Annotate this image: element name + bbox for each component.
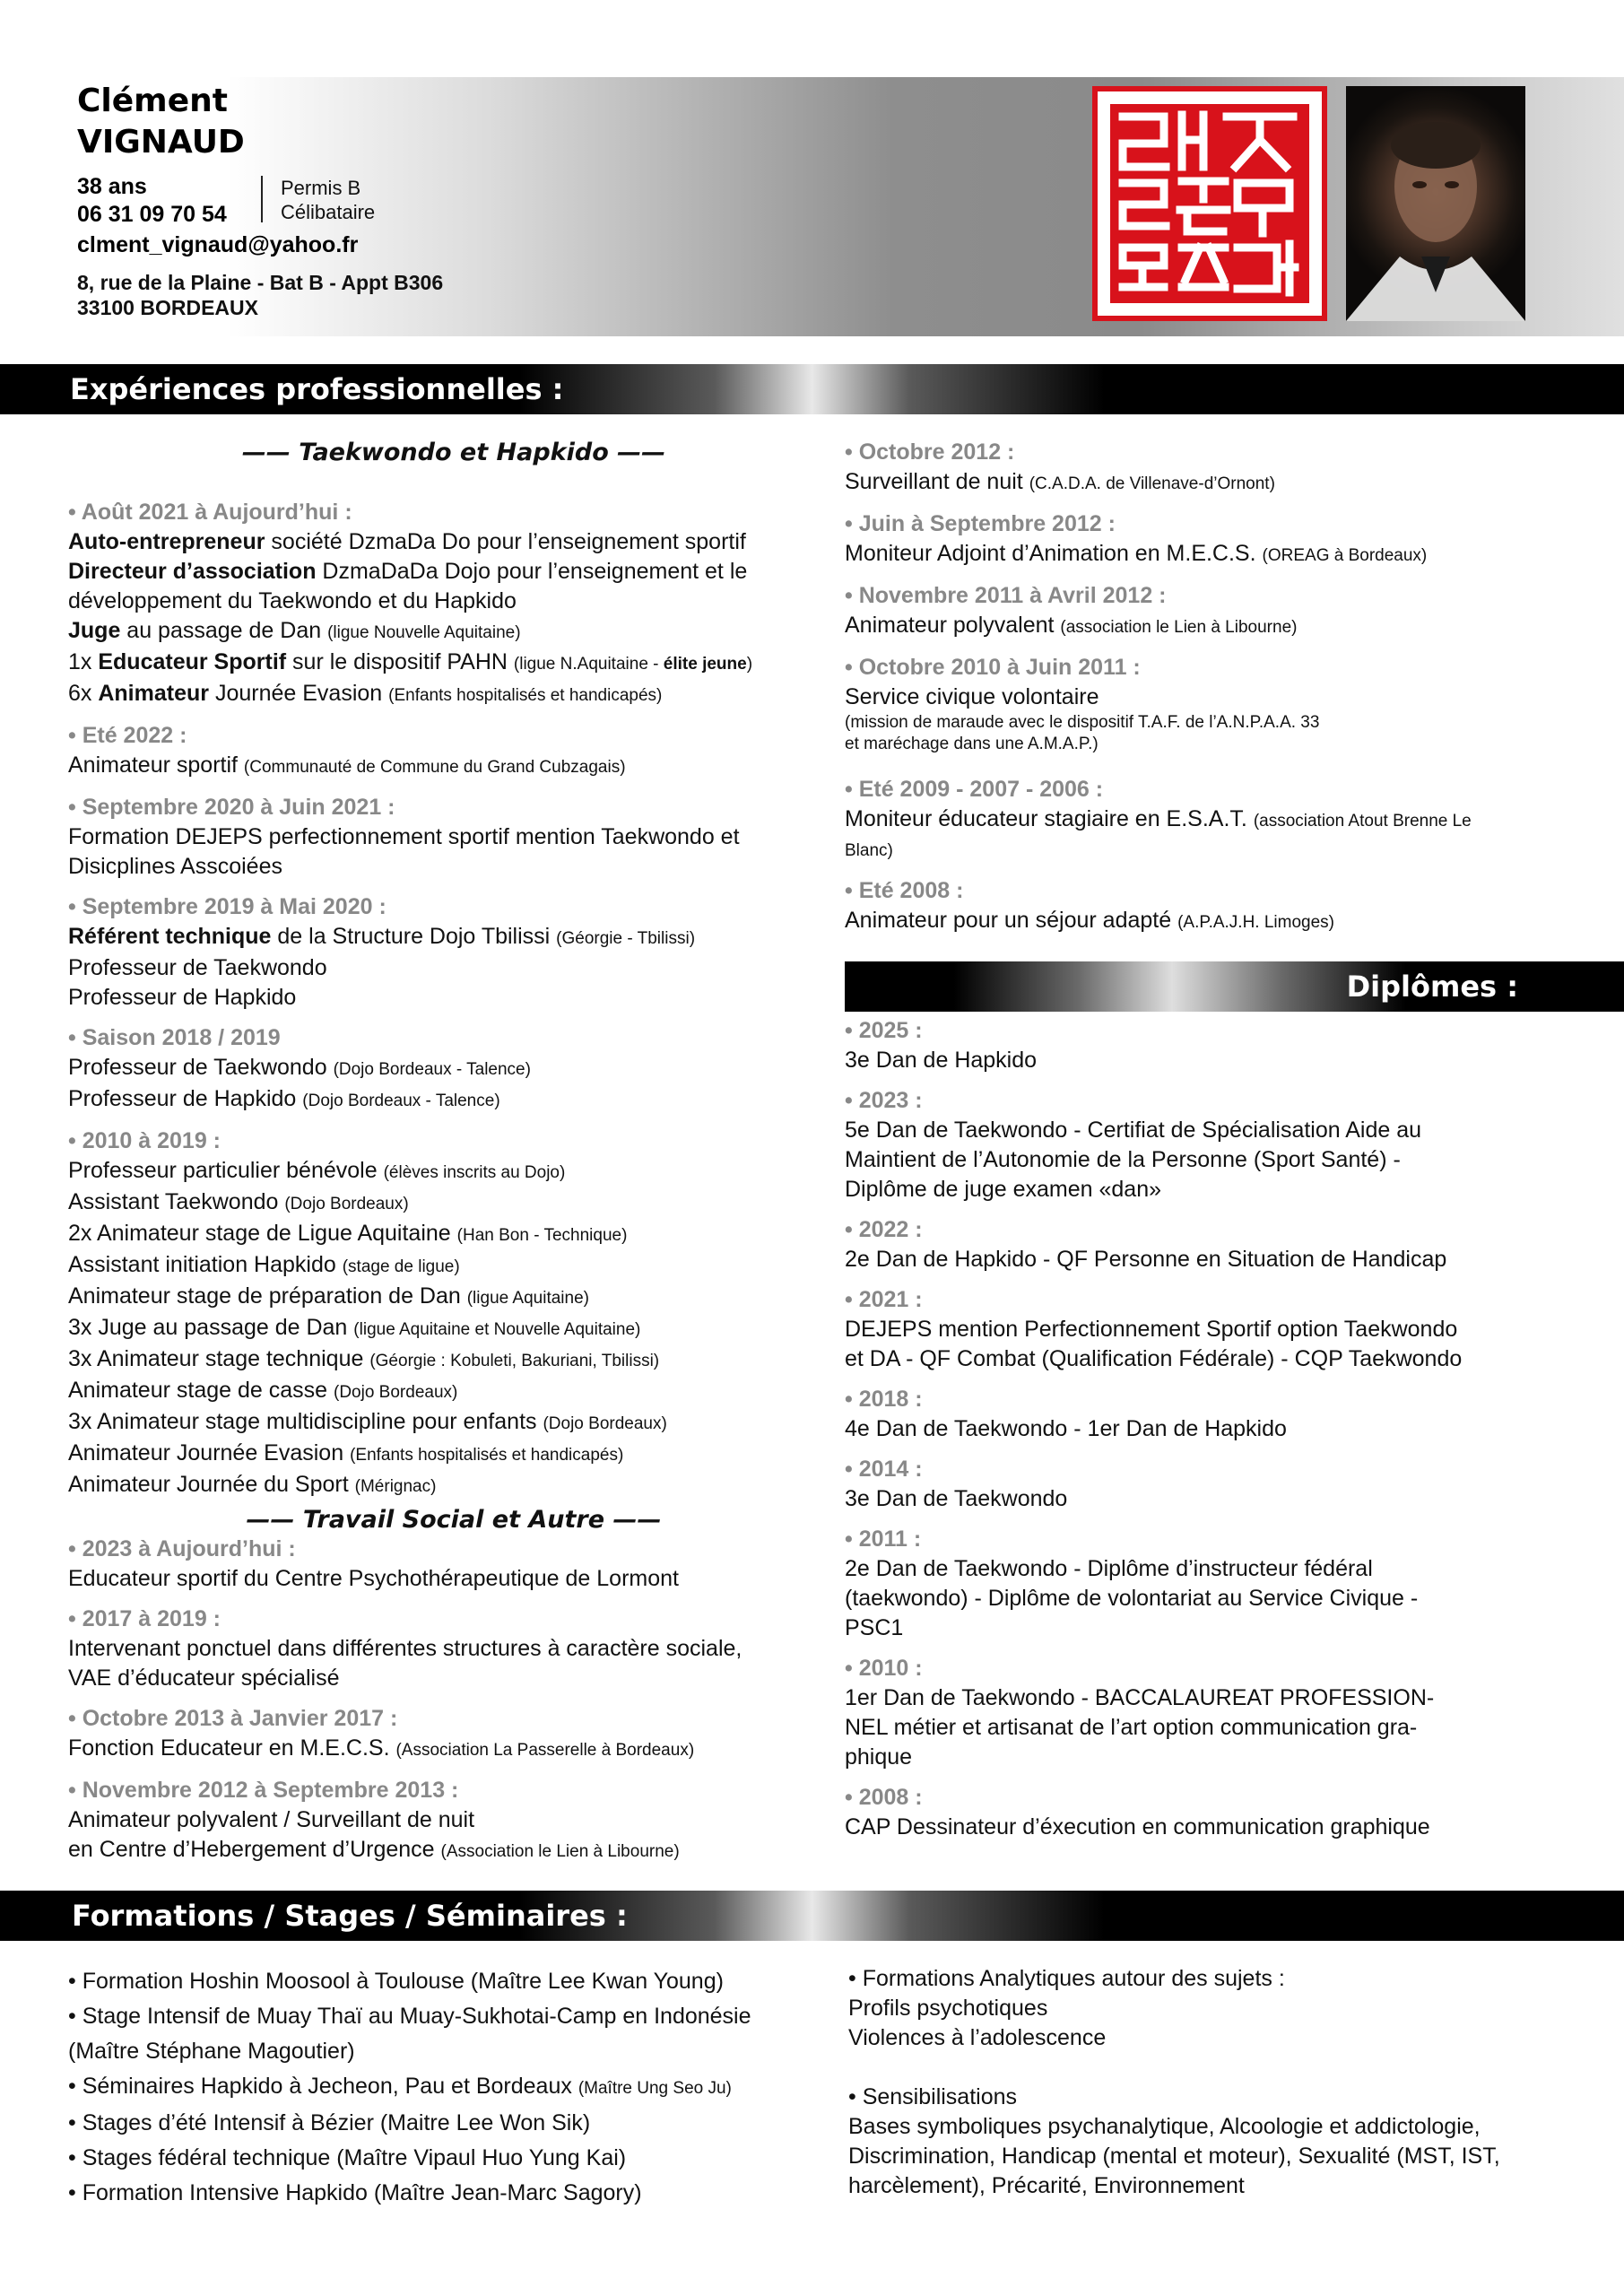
email[interactable]: clment_vignaud@yahoo.fr (77, 232, 359, 257)
section-title-experiences: Expériences professionnelles : (70, 372, 564, 406)
address-line1: 8, rue de la Plaine - Bat B - Appt B306 (77, 271, 444, 294)
formation-item: • Séminaires Hapkido à Jecheon, Pau et Bordeaux (Maître Ung Seo Ju) (68, 2074, 732, 2099)
experience-date: • Novembre 2012 à Septembre 2013 : (68, 1778, 459, 1803)
korean-logo-icon (1110, 104, 1309, 303)
subheading-taekwondo: —— Taekwondo et Hapkido —— (241, 439, 666, 466)
formation-item: • Stages d’été Intensif à Bézier (Maitre Lee Won Sik) (68, 2110, 591, 2135)
formation-item: • Stages fédéral technique (Maître Vipaul Huo Yung Kai) (68, 2145, 627, 2170)
experience-date: • 2023 à Aujourd’hui : (68, 1536, 296, 1561)
formations-left: • Formation Hoshin Moosool à Toulouse (Maître Lee Kwan Young) • Stage Intensif de Muay Thaï au Muay-Sukhotai-Camp en Indonésie (Maître Stéphane Magoutier) • Séminaires Hapkido à Jecheon, Pau et Bordeaux (Maître Ung Seo Ju) • Stages d’été Intensif à Bézier (Maitre Lee Won Sik) • Stages fédéral technique (Maître Vipaul Huo Yung Kai) • Formation Intensive Hapkido (Maître Jean-Marc Sagory) (68, 1964, 839, 2211)
experience-date: • Octobre 2013 à Janvier 2017 : (68, 1706, 398, 1731)
experience-date: • Novembre 2011 à Avril 2012 : (845, 583, 1167, 608)
experience-column-right: • Octobre 2012 : Surveillant de nuit (C.A.D.A. de Villenave-d’Ornont) • Juin à Septembre 2012 : Moniteur Adjoint d’Animation en M.E.C.S. (OREAG à Bordeaux) • Novembre 2011 à Avril 2012 : Animateur polyvalent (association le Lien à Libourne) • Octobre 2010 à Juin 2011 : Service civique volontaire (mission de maraude avec le dispositif T.A.F. de l’A.N.P.A.A. 33 et maréchage dans une A.M.A.P.) • Eté 2009 - 2007 - 2006 : Moniteur éducateur stagiaire en E.S.A.T. (association Atout Brenne Le Blanc) • Eté 2008 : Animateur pour un séjour adapté (A.P.A.J.H. Limoges) (845, 438, 1562, 937)
experience-date: • Juin à Septembre 2012 : (845, 511, 1116, 536)
permit: Permis B (281, 177, 361, 199)
age: 38 ans (77, 174, 147, 199)
address-line2: 33100 BORDEAUX (77, 296, 258, 319)
first-name: Clément (77, 83, 228, 119)
experience-date: • Eté 2008 : (845, 878, 964, 903)
experience-date: • 2017 à 2019 : (68, 1606, 221, 1631)
section-bar-formations (0, 1891, 1624, 1941)
diplomes-list: • 2025 : 3e Dan de Hapkido • 2023 : 5e Dan de Taekwondo - Certifiat de Spécialisation Aide au Maintient de l’Autonomie de la Personne (Sport Santé) - Diplôme de juge examen «dan» • 2022 : 2e Dan de Hapkido - QF Personne en Situation de Handicap • 2021 : DEJEPS mention Perfectionnement Sportif option Taekwondo et DA - QF Combat (Qualification Fédérale) - CQP Taekwondo • 2018 : 4e Dan de Taekwondo - 1er Dan de Hapkido • 2014 : 3e Dan de Taekwondo • 2011 : 2e Dan de Taekwondo - Diplôme d’instructeur fédéral (taekwondo) - Diplôme de volontariat au Service Civique - PSC1 • 2010 : 1er Dan de Taekwondo - BACCALAUREAT PROFESSION- NEL métier et artisanat de l’art option communication gra- phique • 2008 : CAP Dessinateur d’éxecution en communication graphique (845, 1018, 1463, 1839)
experience-date: • Octobre 2010 à Juin 2011 : (845, 655, 1141, 680)
logo-stamp (1092, 86, 1327, 321)
last-name: VIGNAUD (77, 124, 245, 161)
section-title-diplomes: Diplômes : (1346, 970, 1518, 1004)
experience-date: • Eté 2022 : (68, 723, 187, 748)
section-bar-diplomes (845, 961, 1624, 1012)
experience-date: • Octobre 2012 : (845, 439, 1015, 465)
subheading-social: —— Travail Social et Autre —— (246, 1506, 662, 1534)
experience-date: • Saison 2018 / 2019 (68, 1025, 281, 1050)
formation-item: • Stage Intensif de Muay Thaï au Muay-Sukhotai-Camp en Indonésie (68, 2004, 751, 2029)
marital-status: Célibataire (281, 201, 376, 223)
section-bar-experiences (0, 364, 1624, 414)
section-title-formations: Formations / Stages / Séminaires : (72, 1899, 628, 1933)
experience-date: • Septembre 2020 à Juin 2021 : (68, 795, 395, 820)
phone: 06 31 09 70 54 (77, 202, 227, 227)
experience-date: • Septembre 2019 à Mai 2020 : (68, 894, 386, 919)
formations-right: • Formations Analytiques autour des sujets : Profils psychotiques Violences à l’adolescence • Sensibilisations Bases symboliques psychanalytique, Alcoologie et addictologie, Discrimination, Handicap (mental et moteur), Sexualité (MST, IST, harcèlement), Précarité, Environnement (848, 1964, 1584, 2201)
formation-item: • Formation Intensive Hapkido (Maître Jean-Marc Sagory) (68, 2180, 642, 2205)
formation-item: • Formation Hoshin Moosool à Toulouse (Maître Lee Kwan Young) (68, 1969, 724, 1994)
experience-column-left: —— Taekwondo et Hapkido —— • Août 2021 à Aujourd’hui : Auto-entrepreneur société DzmaDa Do pour l’enseignement sportif Directeur d’association DzmaDaDa Dojo pour l’enseignement et le développement du Taekwondo et du Hapkido Juge au passage de Dan (ligue Nouvelle Aquitaine) 1x Educateur Sportif sur le dispositif PAHN (ligue N.Aquitaine - élite jeune) 6x Animateur Journée Evasion (Enfants hospitalisés et handicapés) • Eté 2022 : Animateur sportif (Communauté de Commune du Grand Cubzagais) • Septembre 2020 à Juin 2021 : Formation DEJEPS perfectionnement sportif mention Taekwondo et Disicplines Asscoiées • Septembre 2019 à Mai 2020 : Référent technique de la Structure Dojo Tbilissi (Géorgie - Tbilissi) Professeur de Taekwondo Professeur de Hapkido • Saison 2018 / 2019 Professeur de Taekwondo (Dojo Bordeaux - Talence) Professeur de Hapkido (Dojo Bordeaux - Talence) • 2010 à 2019 : Professeur particulier bénévole (élèves inscrits au Dojo) Assistant Taekwondo (Dojo Bordeaux) 2x Animateur stage de Ligue Aquitaine (Han Bon - Technique) Assistant initiation Hapkido (stage de ligue) Animateur stage de préparation de Dan (ligue Aquitaine) 3x Juge au passage de Dan (ligue Aquitaine et Nouvelle Aquitaine) 3x Animateur stage technique (Géorgie : Kobuleti, Bakuriani, Tbilissi) Animateur stage de casse (Dojo Bordeaux) 3x Animateur stage multidiscipline pour enfants (Dojo Bordeaux) Animateur Journée Evasion (Enfants hospitalisés et handicapés) Animateur Journée du Sport (Mérignac) —— Travail Social et Autre —— • 2023 à Aujourd’hui : Educateur sportif du Centre Psychothérapeutique de Lormont • 2017 à 2019 : Intervenant ponctuel dans différentes structures à caractère sociale, VAE d’éducateur spécialisé • Octobre 2013 à Janvier 2017 : Fonction Educateur en M.E.C.S. (Association La Passerelle à Bordeaux) • Novembre 2012 à Septembre 2013 : Animateur polyvalent / Surveillant de nuit en Centre d’Hebergement d’Urgence (Association le Lien à Libourne) (68, 438, 839, 1866)
formation-item: • Formations Analytiques autour des sujets : (848, 1966, 1285, 1991)
experience-date: • 2010 à 2019 : (68, 1128, 221, 1153)
experience-date: • Eté 2009 - 2007 - 2006 : (845, 777, 1104, 802)
formation-item: • Sensibilisations (848, 2084, 1018, 2109)
divider (261, 176, 263, 222)
experience-date: • Août 2021 à Aujourd’hui : (68, 500, 352, 525)
profile-photo (1346, 86, 1525, 321)
